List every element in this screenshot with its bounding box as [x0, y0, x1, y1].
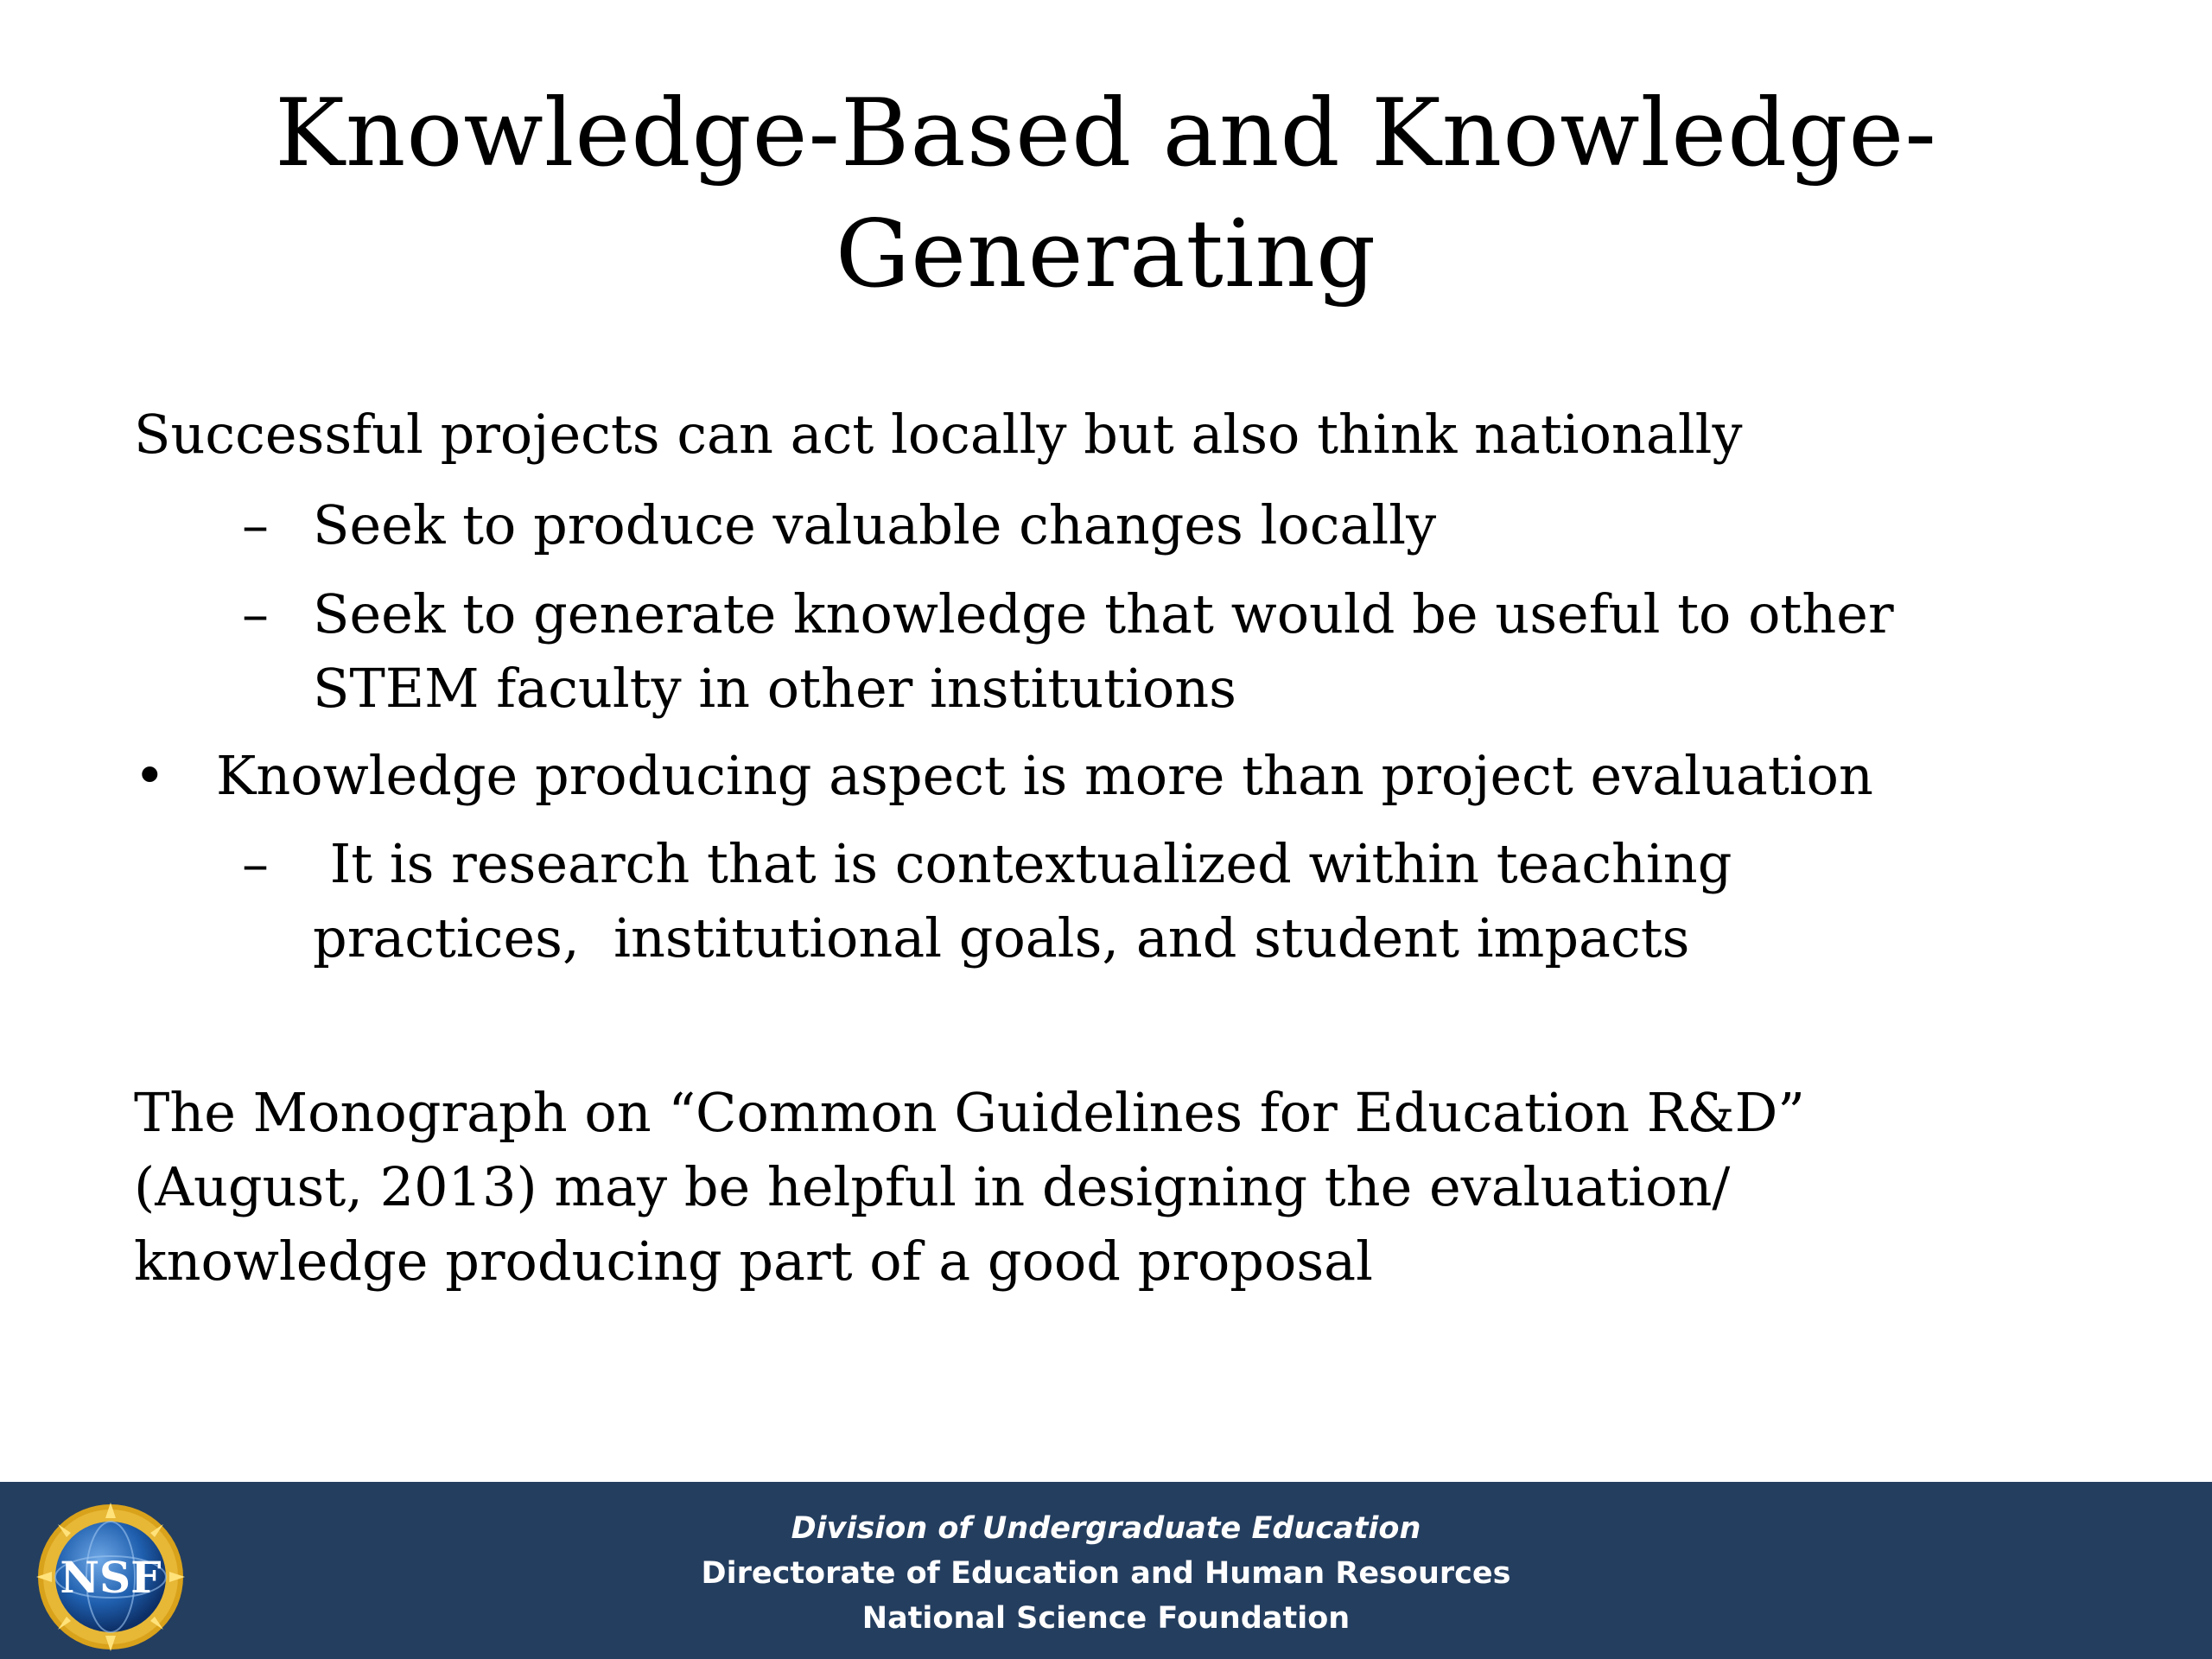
sub-item-text: [313, 577, 1894, 726]
title-line-1: Knowledge-Based and Knowledge-: [275, 79, 1937, 188]
footer-text: [0, 1506, 2212, 1641]
lead-statement: Successful projects can act locally but also think nationally: [134, 403, 1743, 466]
footer-bar: [0, 1482, 2212, 1659]
title-line-2: Generating: [835, 200, 1377, 308]
footer-foundation: National Science Foundation: [861, 1601, 1351, 1636]
footer-directorate: Directorate of Education and Human Resources: [701, 1556, 1511, 1591]
monograph-note: [134, 1076, 1805, 1299]
bullet-marker: •: [134, 744, 166, 807]
sub-item-line-1: Seek to generate knowledge that would be useful to other: [313, 582, 1894, 645]
sub-item-line-2: practices, institutional goals, and student impacts: [313, 906, 1690, 969]
monograph-line-2: (August, 2013) may be helpful in designing the evaluation/: [134, 1155, 1731, 1218]
footer-division: Division of Undergraduate Education: [791, 1511, 1421, 1546]
monograph-line-1: The Monograph on “Common Guidelines for Education R&D”: [134, 1081, 1805, 1144]
monograph-line-3: knowledge producing part of a good proposal: [134, 1230, 1373, 1293]
sub-item-line-2: STEM faculty in other institutions: [313, 657, 1236, 720]
dash-marker: –: [242, 582, 269, 645]
sub-item-line-1: It is research that is contextualized within teaching: [313, 832, 1732, 895]
sub-item-text: [313, 827, 1732, 976]
bullet-text: Knowledge producing aspect is more than project evaluation: [216, 744, 1873, 807]
nsf-logo-text: NSF: [60, 1552, 162, 1603]
sub-item-text: Seek to produce valuable changes locally: [313, 493, 1437, 556]
dash-marker: –: [242, 832, 269, 895]
slide-title: [138, 73, 2074, 315]
dash-marker: –: [242, 493, 269, 556]
